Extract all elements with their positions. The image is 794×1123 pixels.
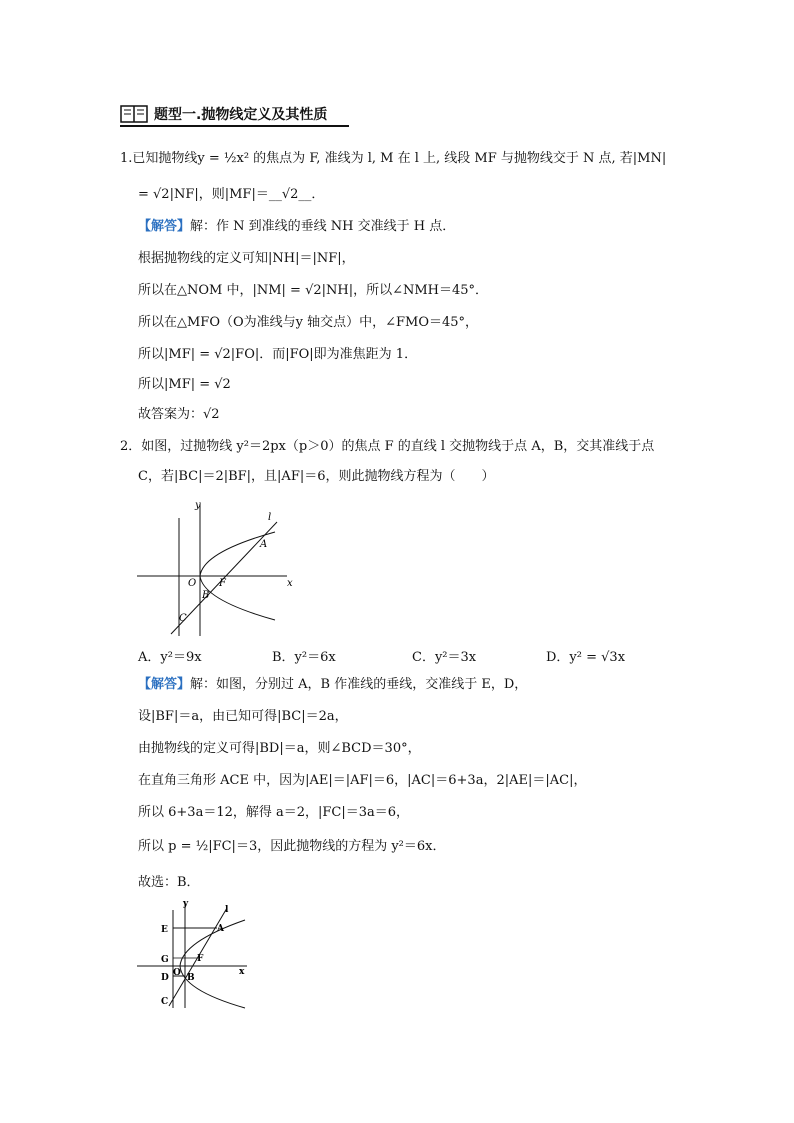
option-b: B．y²＝6x (272, 650, 336, 665)
q2-solution-line: 故选：B． (138, 875, 200, 890)
q1-solution-line: 所以|MF| = √2|FO|．而|FO|即为准焦距为 1． (138, 347, 418, 362)
q1-answer-line (138, 218, 455, 236)
label-A: A (217, 924, 224, 934)
q1-stem-line1: 1.已知抛物线y = ½x² 的焦点为 F, 准线为 l, M 在 l 上, 线段 MF 与抛物线交于 N 点, 若|MN| (120, 151, 667, 166)
option-a: A．y²＝9x (138, 650, 202, 665)
q1-answer-text: 解：作 N 到准线的垂线 NH 交准线于 H 点． (190, 219, 456, 234)
q1-solution-line: 所以在△NOM 中，|NM| = √2|NH|，所以∠NMH＝45°． (138, 283, 489, 298)
label-y: y (183, 899, 189, 909)
q2-stem-line1: 2．如图，过抛物线 y²＝2px（p＞0）的焦点 F 的直线 l 交抛物线于点 A，B，交其准线于点 (120, 439, 655, 454)
label-C: C (161, 997, 169, 1007)
label-x: x (239, 967, 245, 977)
solution-figure (135, 898, 255, 1010)
q2-solution-line: 在直角三角形 ACE 中，因为|AE|＝|AF|＝6，|AC|＝6+3a，2|AE|＝|AC|， (138, 773, 587, 788)
label-O: O (173, 968, 181, 978)
label-E: E (161, 925, 168, 935)
parabola-upper-branch (180, 920, 245, 966)
label-G: G (161, 955, 169, 965)
label-x: x (287, 578, 293, 589)
option-d: D．y² = √3x (546, 650, 626, 665)
label-D: D (161, 973, 169, 983)
label-B: B (202, 590, 210, 601)
q2-answer-line (138, 676, 527, 694)
label-A: A (260, 539, 268, 550)
q1-solution-line: 所以|MF| = √2 (138, 377, 231, 392)
label-O: O (188, 578, 197, 589)
label-F: F (219, 578, 226, 589)
q2-solution-line: 由抛物线的定义可得|BD|＝a，则∠BCD＝30°， (138, 741, 421, 756)
q1-answer-tag: 【解答】 (138, 219, 191, 234)
label-C: C (179, 613, 187, 624)
option-c: C．y²＝3x (412, 650, 477, 665)
section-title: 题型一.抛物线定义及其性质 (154, 107, 328, 123)
q2-solution-line: 所以 p = ½|FC|＝3，因此抛物线的方程为 y²＝6x． (138, 839, 446, 854)
q1-stem-line2: = √2|NF|，则|MF|＝__√2__． (138, 187, 325, 202)
q2-solution-line: 所以 6+3a＝12，解得 a＝2，|FC|＝3a＝6， (138, 805, 410, 820)
label-B: B (187, 973, 195, 983)
q2-stem-line2: C，若|BC|＝2|BF|，且|AF|＝6，则此抛物线方程为（ ） (138, 469, 495, 484)
q2-figure (135, 500, 295, 640)
section-header (120, 104, 327, 124)
q1-solution-line: 根据抛物线的定义可知|NH|＝|NF|， (138, 251, 355, 266)
parabola-lower-branch (200, 576, 275, 620)
label-F: F (197, 954, 204, 964)
q1-solution-line: 故答案为：√2 (138, 407, 220, 422)
label-l: l (268, 512, 272, 523)
q2-solution-line: 设|BF|＝a，由已知可得|BC|＝2a， (138, 709, 348, 724)
q2-answer-tag: 【解答】 (138, 677, 191, 692)
q1-solution-line: 所以在△MFO（O为准线与y 轴交点）中，∠FMO＝45°， (138, 315, 479, 330)
label-y: y (195, 500, 201, 511)
label-l: l (225, 905, 229, 915)
book-icon (120, 104, 148, 124)
section-underline (120, 125, 349, 127)
q2-answer-text: 解：如图，分别过 A，B 作准线的垂线，交准线于 E，D， (190, 677, 528, 692)
